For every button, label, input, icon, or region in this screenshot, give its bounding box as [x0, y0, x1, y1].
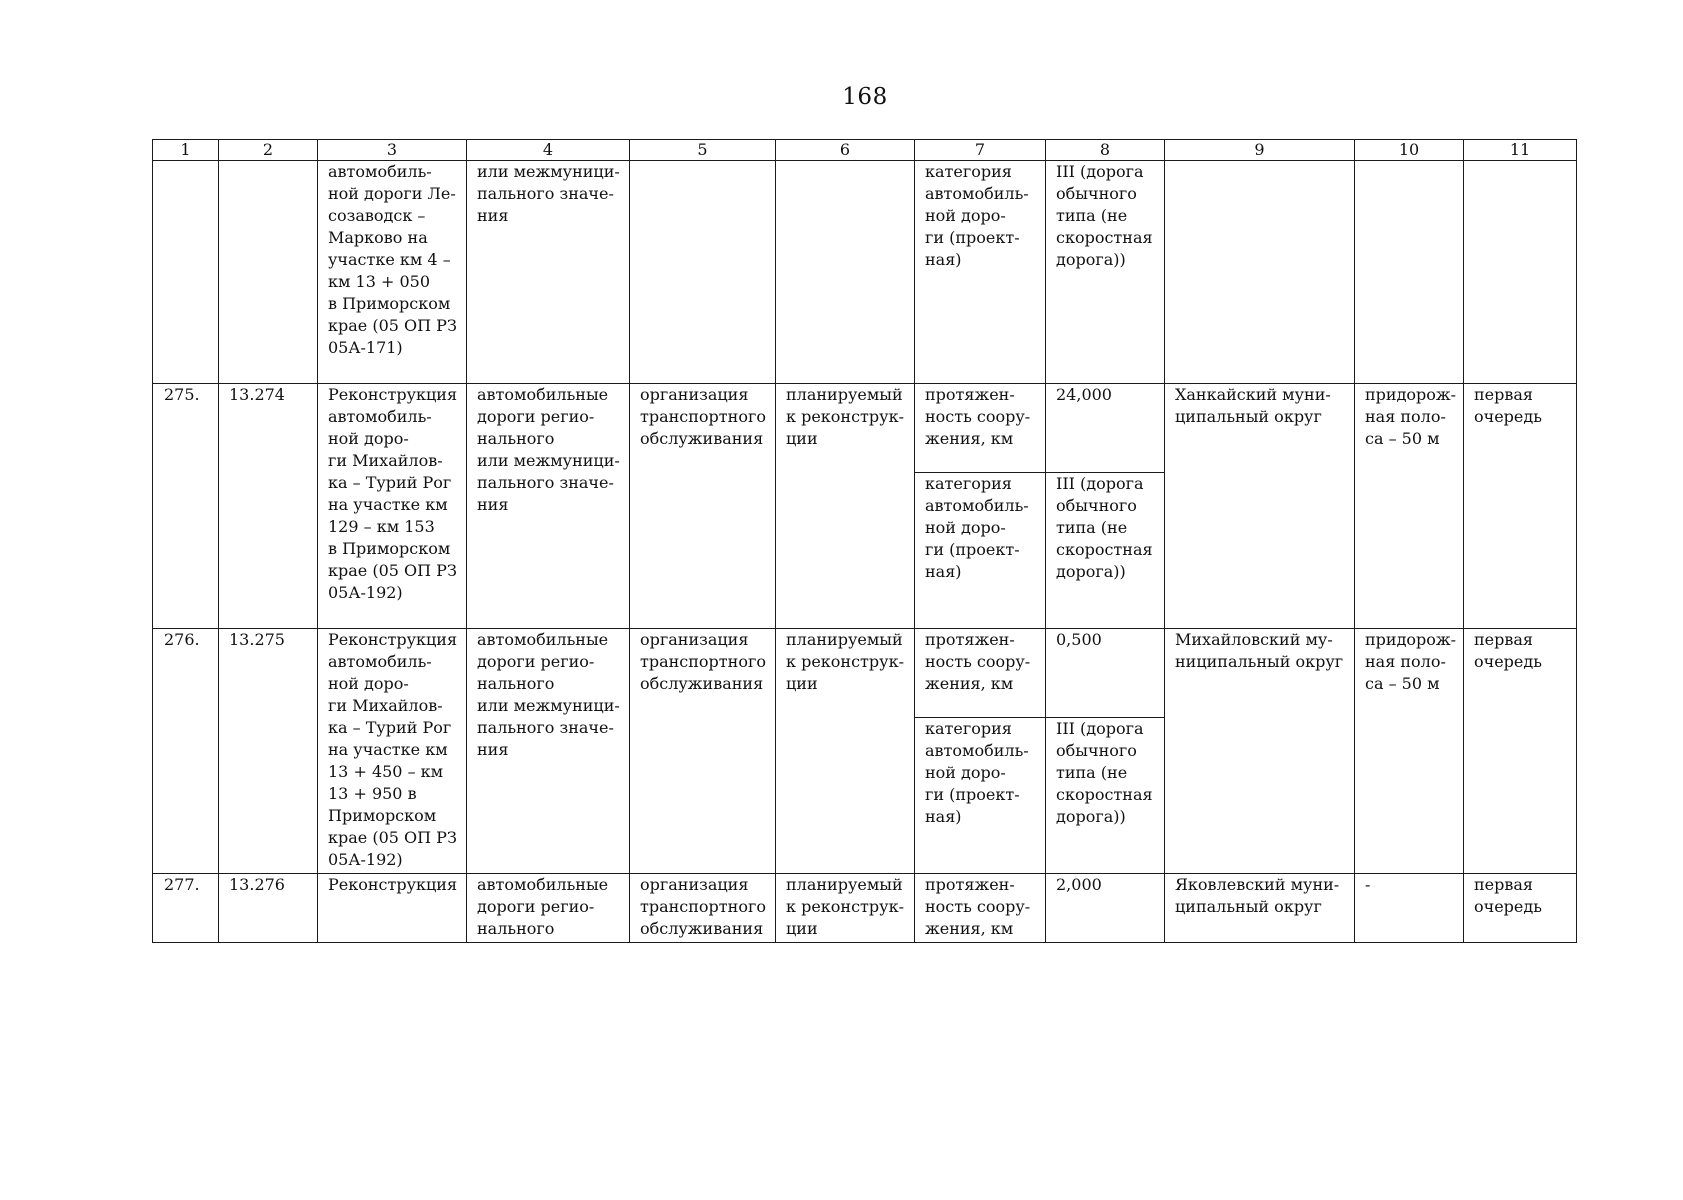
column-header-8: 8 [1046, 140, 1165, 161]
cell-parameter-value: III (дорога обычного типа (не скоростная дорога)) [1046, 473, 1165, 629]
cell-queue: первая очередь [1464, 384, 1577, 629]
column-header-6: 6 [776, 140, 915, 161]
cell-significance: автомобильные дороги регио- нального [467, 874, 630, 943]
column-header-4: 4 [467, 140, 630, 161]
cell-purpose: организация транспортного обслуживания [630, 384, 776, 629]
cell-object-name: Реконструкция автомобиль- ной доро- ги Михайлов- ка – Турий Рог на участке км 13 + 450 – км 13 + 950 в Приморском крае (05 ОП РЗ 05А-192) [318, 629, 467, 874]
cell-empty [776, 161, 915, 384]
cell-row-number: 277. [153, 874, 219, 943]
cell-parameter: протяжен- ность соору- жения, км [915, 629, 1046, 718]
cell-object-name: автомобиль- ной дороги Ле- созаводск – Марково на участке км 4 – км 13 + 050 в Приморском крае (05 ОП РЗ 05А-171) [318, 161, 467, 384]
column-header-10: 10 [1355, 140, 1464, 161]
cell-object-code: 13.274 [219, 384, 318, 629]
cell-empty [219, 161, 318, 384]
cell-parameter: категория автомобиль- ной доро- ги (проект- ная) [915, 718, 1046, 874]
cell-parameter-value: III (дорога обычного типа (не скоростная дорога)) [1046, 718, 1165, 874]
cell-location: Ханкайский муни- ципальный округ [1165, 384, 1355, 629]
column-header-5: 5 [630, 140, 776, 161]
column-header-3: 3 [318, 140, 467, 161]
column-header-11: 11 [1464, 140, 1577, 161]
cell-zone: придорож- ная поло- са – 50 м [1355, 384, 1464, 629]
cell-zone: - [1355, 874, 1464, 943]
cell-zone: придорож- ная поло- са – 50 м [1355, 629, 1464, 874]
cell-parameter-value: 2,000 [1046, 874, 1165, 943]
cell-parameter: протяжен- ность соору- жения, км [915, 384, 1046, 473]
table-row-continuation [153, 161, 1577, 384]
cell-empty [1355, 161, 1464, 384]
table-row [153, 629, 1577, 718]
column-number-row [153, 140, 1577, 161]
cell-parameter-value: III (дорога обычного типа (не скоростная дорога)) [1046, 161, 1165, 384]
cell-empty [153, 161, 219, 384]
cell-parameter-value: 24,000 [1046, 384, 1165, 473]
cell-location: Яковлевский муни- ципальный округ [1165, 874, 1355, 943]
cell-empty [630, 161, 776, 384]
cell-location: Михайловский му- ниципальный округ [1165, 629, 1355, 874]
cell-row-number: 275. [153, 384, 219, 629]
cell-object-code: 13.275 [219, 629, 318, 874]
column-header-7: 7 [915, 140, 1046, 161]
column-header-2: 2 [219, 140, 318, 161]
cell-empty [1464, 161, 1577, 384]
cell-significance: или межмуници- пального значе- ния [467, 161, 630, 384]
page-number: 168 [842, 84, 888, 110]
cell-empty [1165, 161, 1355, 384]
column-header-1: 1 [153, 140, 219, 161]
cell-status: планируемый к реконструк- ции [776, 629, 915, 874]
cell-status: планируемый к реконструк- ции [776, 384, 915, 629]
cell-status: планируемый к реконструк- ции [776, 874, 915, 943]
cell-parameter: протяжен- ность соору- жения, км [915, 874, 1046, 943]
registry-table [152, 139, 1577, 943]
cell-object-code: 13.276 [219, 874, 318, 943]
table-row [153, 874, 1577, 943]
cell-parameter: категория автомобиль- ной доро- ги (проект- ная) [915, 473, 1046, 629]
cell-parameter: категория автомобиль- ной доро- ги (проект- ная) [915, 161, 1046, 384]
cell-significance: автомобильные дороги регио- нального или межмуници- пального значе- ния [467, 384, 630, 629]
cell-purpose: организация транспортного обслуживания [630, 629, 776, 874]
cell-parameter-value: 0,500 [1046, 629, 1165, 718]
column-header-9: 9 [1165, 140, 1355, 161]
cell-purpose: организация транспортного обслуживания [630, 874, 776, 943]
cell-object-name: Реконструкция [318, 874, 467, 943]
cell-significance: автомобильные дороги регио- нального или межмуници- пального значе- ния [467, 629, 630, 874]
cell-queue: первая очередь [1464, 874, 1577, 943]
table-row [153, 384, 1577, 473]
cell-queue: первая очередь [1464, 629, 1577, 874]
cell-row-number: 276. [153, 629, 219, 874]
cell-object-name: Реконструкция автомобиль- ной доро- ги Михайлов- ка – Турий Рог на участке км 129 – км 153 в Приморском крае (05 ОП РЗ 05А-192) [318, 384, 467, 629]
